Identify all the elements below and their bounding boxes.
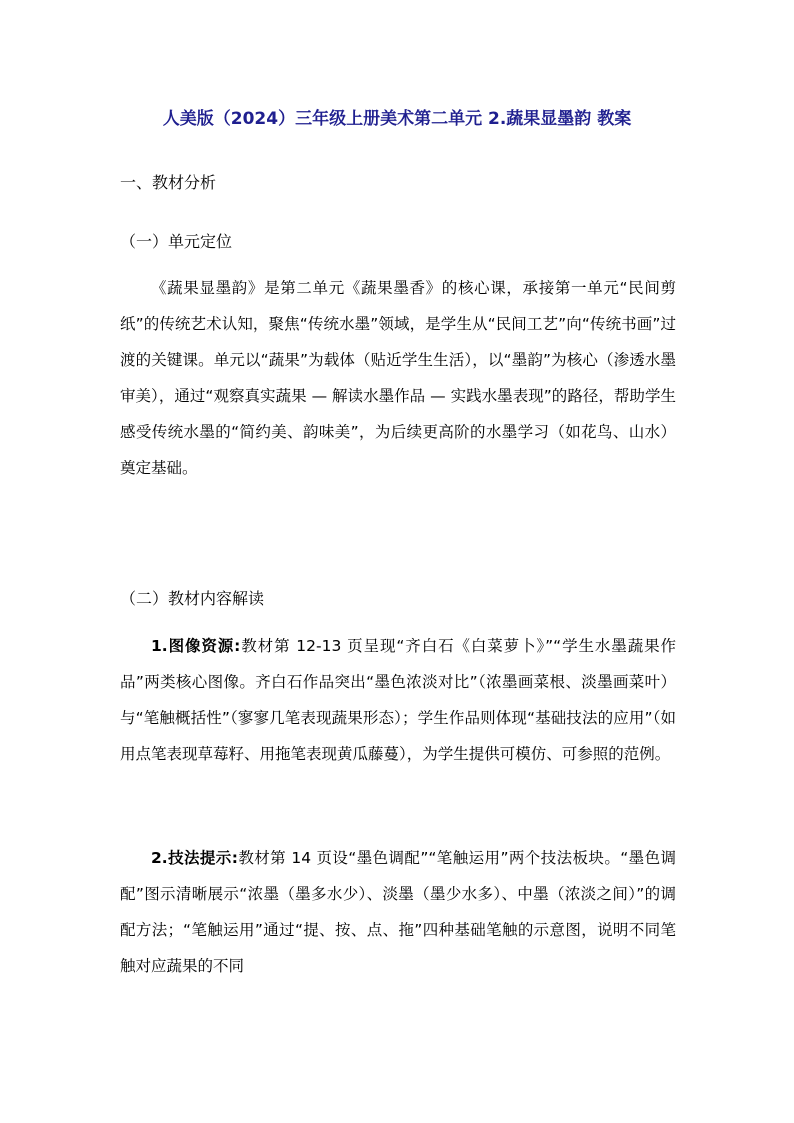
item2-text: 教材第 14 页设“墨色调配”“笔触运用”两个技法板块。“墨色调配”图示清晰展示“浓墨（墨多水少）、淡墨（墨少水多）、中墨（浓淡之间）”的调配方法；“笔触运用”通过“提、按、点、拖”四种基础笔触的示意图，说明不同笔触对应蔬果的不同	[120, 849, 676, 975]
paragraph-image-resources	[120, 628, 676, 772]
subsection-heading-2: （二）教材内容解读	[120, 589, 265, 608]
paragraph-technique-tips	[120, 840, 676, 984]
title-main: 蔬果显墨韵 教案	[506, 109, 632, 129]
title-prefix: 人美版（2024）三年级上册美术第二单元 2.	[162, 109, 507, 129]
subsection-heading-1: （一）单元定位	[120, 232, 233, 251]
paragraph-unit-positioning: 《蔬果显墨韵》是第二单元《蔬果墨香》的核心课，承接第一单元“民间剪纸”的传统艺术认知，聚焦“传统水墨”领域，是学生从“民间工艺”向“传统书画”过渡的关键课。单元以“蔬果”为载体（贴近学生生活），以“墨韵”为核心（渗透水墨审美），通过“观察真实蔬果 — 解读水墨作品 — 实践水墨表现”的路径，帮助学生感受传统水墨的“简约美、韵味美”，为后续更高阶的水墨学习（如花鸟、山水）奠定基础。	[120, 279, 676, 477]
item2-lead: 2.技法提示:	[151, 849, 238, 867]
section-heading-1: 一、教材分析	[120, 173, 217, 192]
item1-text: 教材第 12-13 页呈现“齐白石《白菜萝卜》”“学生水墨蔬果作品”两类核心图像。齐白石作品突出“墨色浓淡对比”（浓墨画菜根、淡墨画菜叶）与“笔触概括性”（寥寥几笔表现蔬果形态）；学生作品则体现“基础技法的应用”（如用点笔表现草莓籽、用拖笔表现黄瓜藤蔓），为学生提供可模仿、可参照的范例。	[120, 637, 676, 763]
document-title	[0, 106, 794, 132]
item1-lead: 1.图像资源:	[151, 637, 241, 655]
